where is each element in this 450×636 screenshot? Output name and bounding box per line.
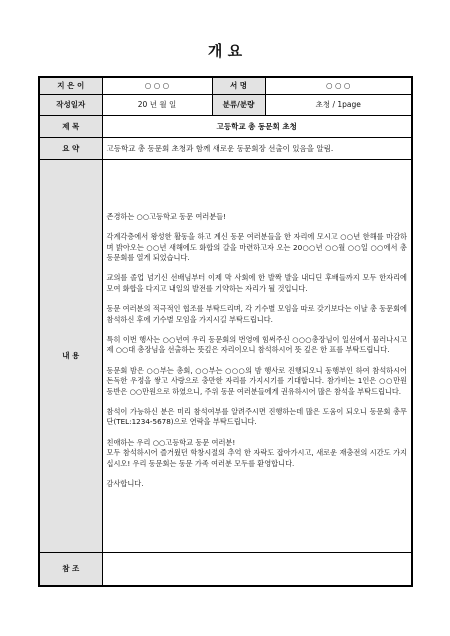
subject-value[interactable]: 고등학교 총 동문회 초청 (102, 115, 412, 137)
content-row (39, 159, 412, 552)
sign-value[interactable]: ○ ○ ○ (265, 77, 412, 94)
content-body[interactable] (102, 159, 412, 552)
date-label: 작성일자 (39, 94, 102, 115)
date-value[interactable]: 20 년 월 일 (102, 94, 212, 115)
document-title: 개 요 (207, 42, 243, 60)
author-row (39, 77, 412, 94)
summary-row (39, 137, 412, 159)
reference-row (39, 552, 412, 586)
body-paragraph: 교의를 졸업 넘기신 선배님부터 이제 막 사회에 한 발짝 발을 내디딘 후배들까지 모두 한자리에 모여 화합을 다지고 내일의 발전를 기약하는 자리가 될 것입니다. (106, 273, 407, 294)
subject-label: 제 목 (39, 115, 102, 137)
reference-value[interactable] (102, 552, 412, 586)
body-paragraph: 존경하는 ○○고등학교 동문 여러분들! (106, 212, 226, 222)
category-label: 분류/분량 (212, 94, 265, 115)
sign-label: 서 명 (212, 77, 265, 94)
summary-label: 요 약 (39, 137, 102, 159)
summary-form-table (38, 76, 413, 587)
subject-row (39, 115, 412, 137)
body-paragraph: 감사합니다. (106, 478, 144, 488)
body-paragraph: 동문 여러분의 적극적인 협조를 부탁드리며, 각 기수별 모임을 따로 갖기보다는 이날 총 동문회에 참석하신 후에 기수별 모임을 가지시길 부탁드립니다. (106, 304, 407, 324)
body-paragraph: 각계각층에서 왕성한 활동을 하고 계신 동문 여러분들을 한 자리에 모시고 ○○년 한해를 마감하며 밝아오는 ○○년 새해에도 화합의 갈을 마련하고자 오는 20○○년 ○○월 ○○일 ○○에서 총 동문회를 열게 되었습니다. (106, 232, 407, 263)
date-row (39, 94, 412, 115)
reference-label: 참 조 (39, 552, 102, 586)
author-value[interactable]: ○ ○ ○ (102, 77, 212, 94)
body-paragraph: 친애하는 우리 ○○고등학교 동문 여러분! 모두 참석하시어 즐거웠던 학창시절의 추억 한 자락도 잡아가시고, 새로운 재충전의 시간도 가지십시오! 우리 동문회는 동문 가족 여러분 모두를 환영합니다. (106, 437, 407, 468)
category-value[interactable]: 초청 / 1page (265, 94, 412, 115)
author-label: 지 은 이 (39, 77, 102, 94)
body-paragraph: 참석이 가능하신 분은 미리 참석여부를 알려주시면 진행하는데 많은 도움이 되오니 동문회 총무단(TEL:1234-5678)으로 연락을 부탁드립니다. (106, 406, 407, 427)
content-label: 내 용 (39, 159, 102, 552)
body-paragraph: 동문회 밤은 ○○부는 총회, ○○부는 ○○○의 밤 행사로 진행되오니 동행부인 하여 참석하시어 돈독한 우정을 쌓고 사랑으로 충만한 자리를 가지시기를 기대합니다. 참가비는 1인은 ○○만원 동반은 ○○만원으로 하였으니, 주위 동문 여러분들에게 권유하시어 많은 참석을 부탁드립니다. (106, 365, 407, 396)
body-paragraph: 특히 이번 행사는 ○○년여 우리 동문회의 번영에 힘써주신 ○○○총장님이 일선에서 물러나시고 제 ○○대 총장님을 선출하는 뜻깊은 자리이오니 참석하시어 뜻 깊은 한 표를 부탁드립니다. (106, 334, 407, 355)
summary-value[interactable]: 고등학교 총 동문회 초청과 함께 새로운 동문회장 선출이 있음을 알림. (102, 137, 412, 159)
